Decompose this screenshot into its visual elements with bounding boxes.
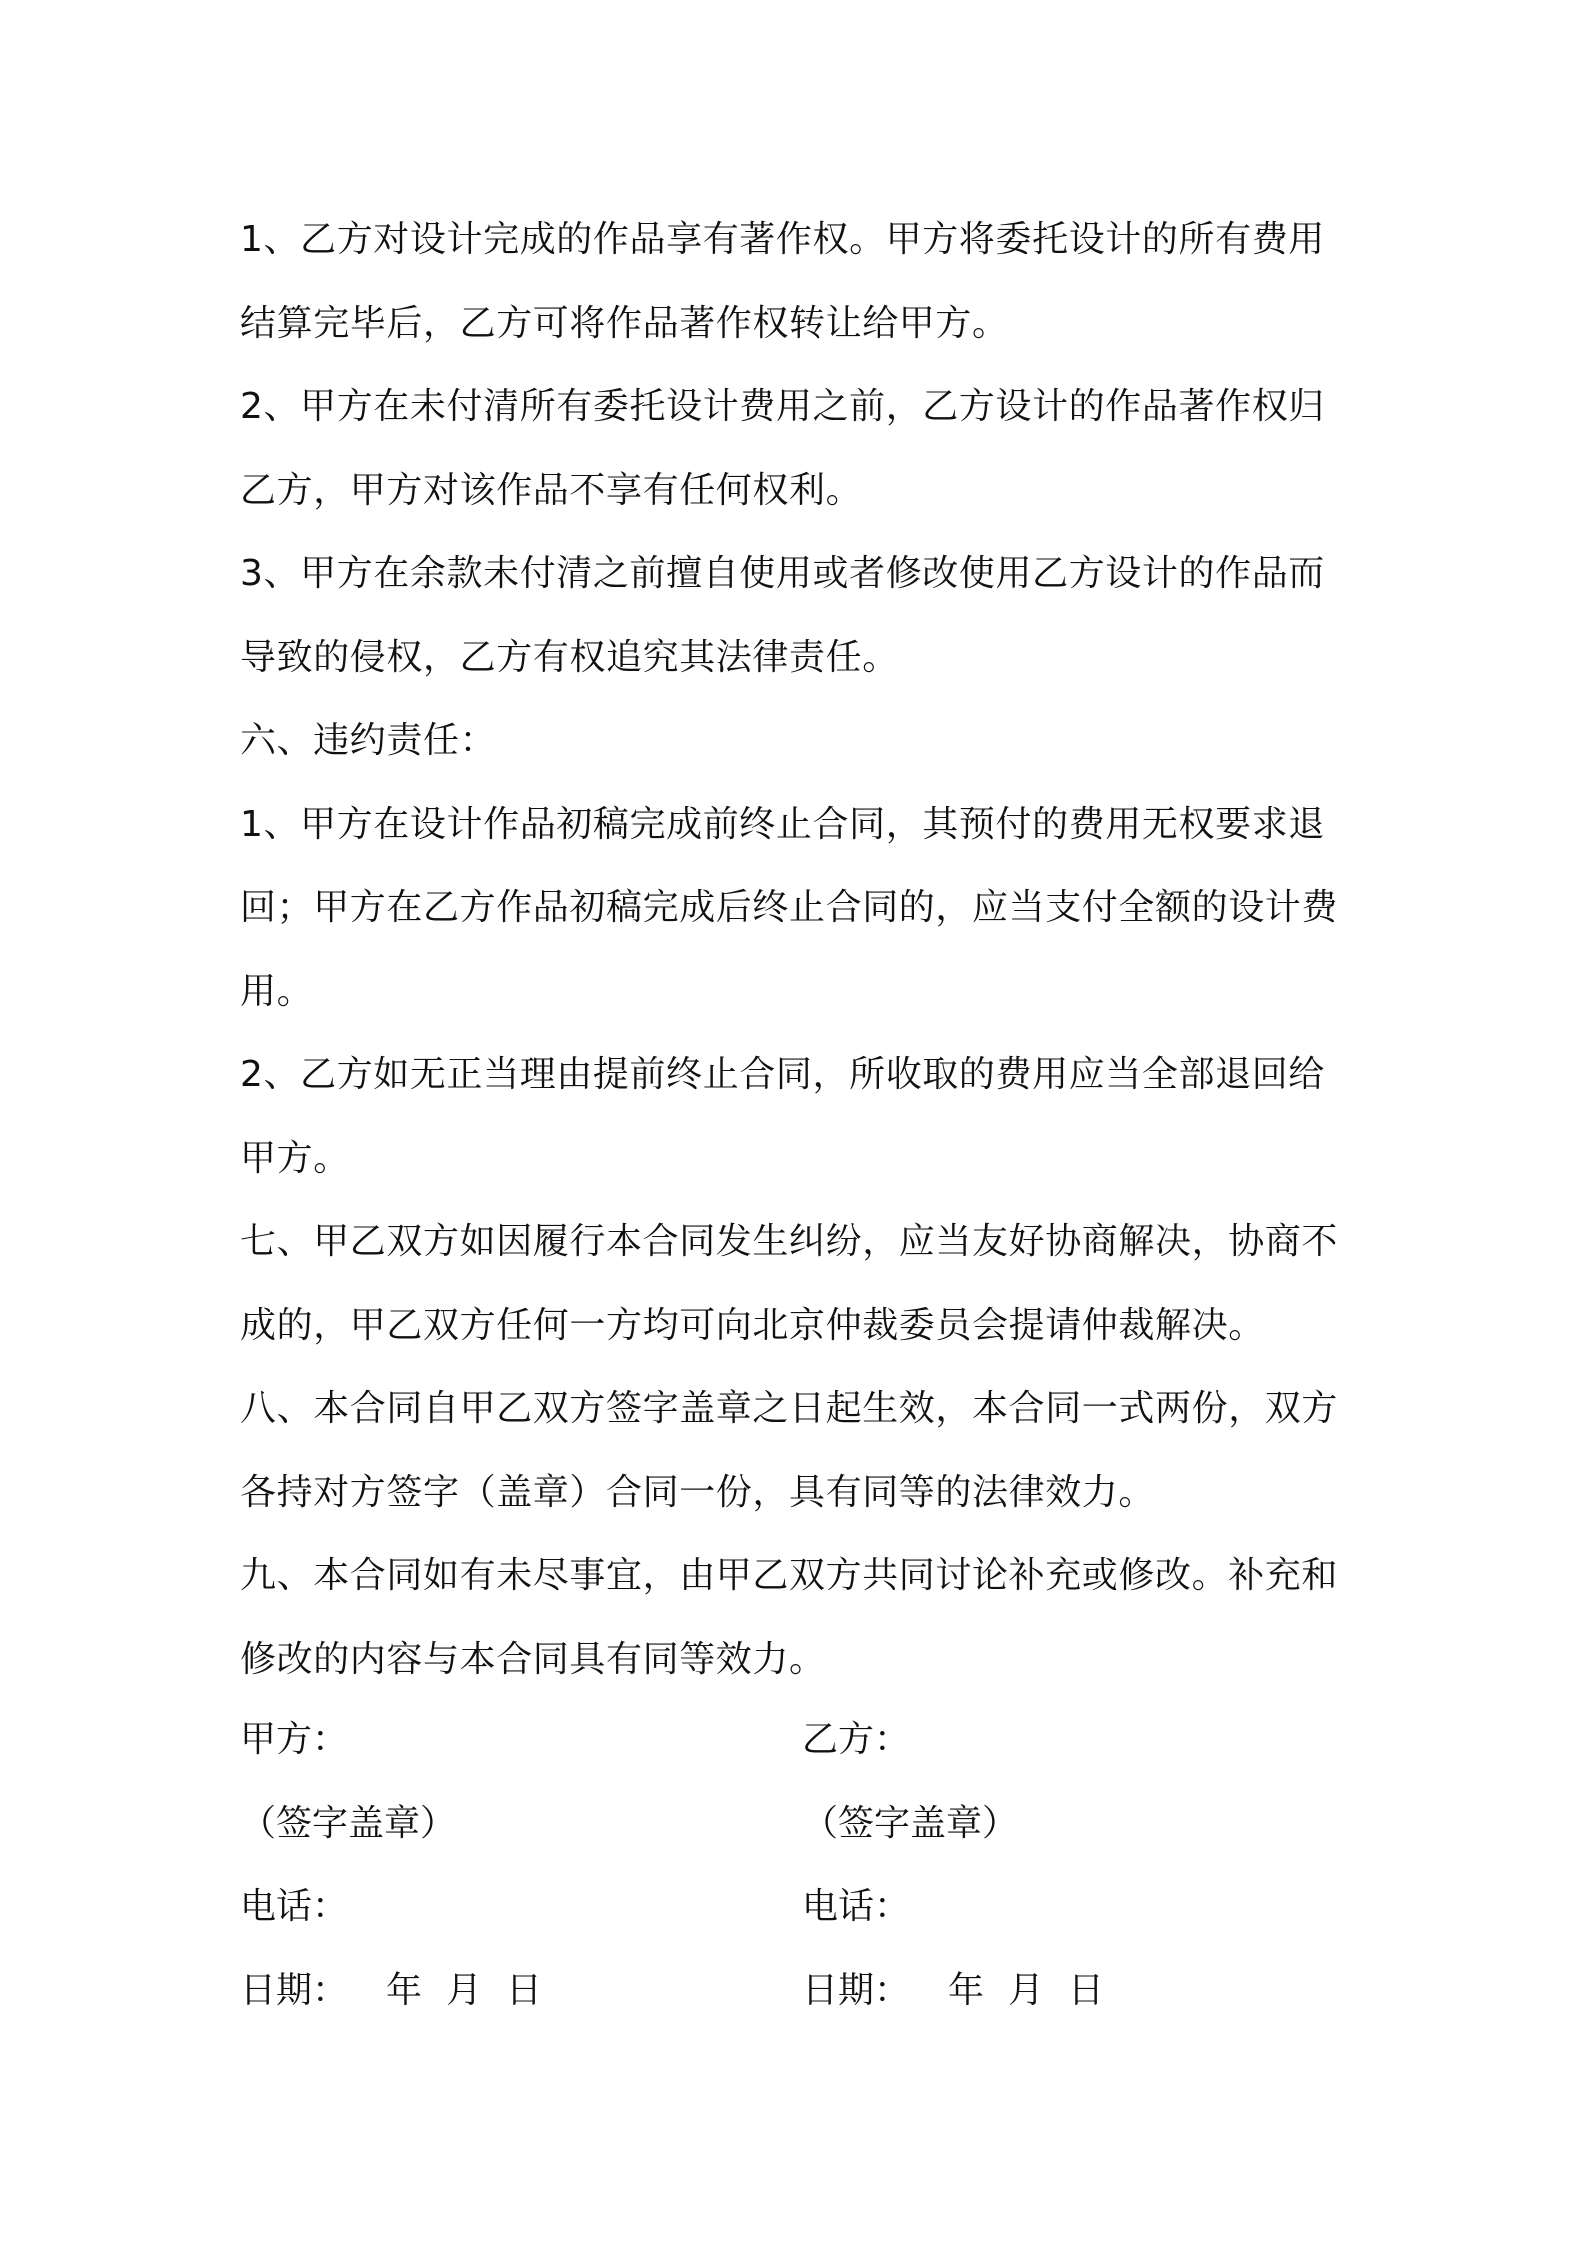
text-line: 1、甲方在设计作品初稿完成前终止合同，其预付的费用无权要求退 bbox=[240, 803, 1325, 845]
party-b-date-label: 日期： bbox=[802, 1969, 911, 2011]
party-a-seal: （签字盖章） bbox=[240, 1802, 457, 1844]
text-line: 2、甲方在未付清所有委托设计费用之前，乙方设计的作品著作权归 bbox=[240, 386, 1325, 427]
text-line: 各持对方签字（盖章）合同一份，具有同等的法律效力。 bbox=[240, 1471, 1156, 1513]
text-line: 回；甲方在乙方作品初稿完成后终止合同的，应当支付全额的设计费 bbox=[240, 887, 1339, 928]
text-line: 甲方。 bbox=[240, 1137, 350, 1179]
party-a-date-day: 日 bbox=[506, 1969, 543, 2011]
text-line: 导致的侵权，乙方有权追究其法律责任。 bbox=[240, 636, 899, 678]
text-line: 用。 bbox=[240, 970, 314, 1012]
text-line: 乙方，甲方对该作品不享有任何权利。 bbox=[240, 469, 863, 511]
section-heading: 六、违约责任： bbox=[240, 720, 497, 761]
party-b-phone: 电话： bbox=[802, 1886, 911, 1927]
party-b-date-month: 月 bbox=[1008, 1969, 1045, 2011]
phone-row bbox=[240, 1865, 1360, 1949]
text-line: 3、甲方在余款未付清之前擅自使用或者修改使用乙方设计的作品而 bbox=[240, 553, 1325, 594]
text-line: 七、甲乙双方如因履行本合同发生纠纷，应当友好协商解决，协商不 bbox=[240, 1221, 1339, 1262]
party-b-date bbox=[802, 1949, 1104, 2033]
text-line: 修改的内容与本合同具有同等效力。 bbox=[240, 1638, 826, 1680]
text-line: 九、本合同如有未尽事宜，由甲乙双方共同讨论补充或修改。补充和 bbox=[240, 1555, 1339, 1596]
party-b-label: 乙方： bbox=[802, 1719, 911, 1760]
party-a-date bbox=[240, 1949, 542, 2033]
text-line: 八、本合同自甲乙双方签字盖章之日起生效，本合同一式两份，双方 bbox=[240, 1388, 1339, 1429]
party-b-date-year: 年 bbox=[948, 1969, 985, 2011]
text-line: 成的，甲乙双方任何一方均可向北京仲裁委员会提请仲裁解决。 bbox=[240, 1304, 1265, 1346]
date-row bbox=[240, 1949, 1360, 2033]
party-a-phone: 电话： bbox=[240, 1886, 349, 1927]
party-a-date-month: 月 bbox=[446, 1969, 483, 2011]
party-b-date-day: 日 bbox=[1068, 1969, 1105, 2011]
text-line: 2、乙方如无正当理由提前终止合同，所收取的费用应当全部退回给 bbox=[240, 1054, 1325, 1095]
seal-row bbox=[240, 1782, 1360, 1866]
contract-body bbox=[240, 198, 1360, 1701]
party-a-date-year: 年 bbox=[386, 1969, 423, 2011]
text-line: 1、乙方对设计完成的作品享有著作权。甲方将委托设计的所有费用 bbox=[240, 219, 1325, 260]
signature-block bbox=[240, 1698, 1360, 2032]
party-a-date-label: 日期： bbox=[240, 1969, 349, 2011]
party-row bbox=[240, 1698, 1360, 1782]
party-a-label: 甲方： bbox=[240, 1719, 349, 1760]
text-line: 结算完毕后，乙方可将作品著作权转让给甲方。 bbox=[240, 302, 1009, 344]
party-b-seal: （签字盖章） bbox=[802, 1802, 1019, 1844]
